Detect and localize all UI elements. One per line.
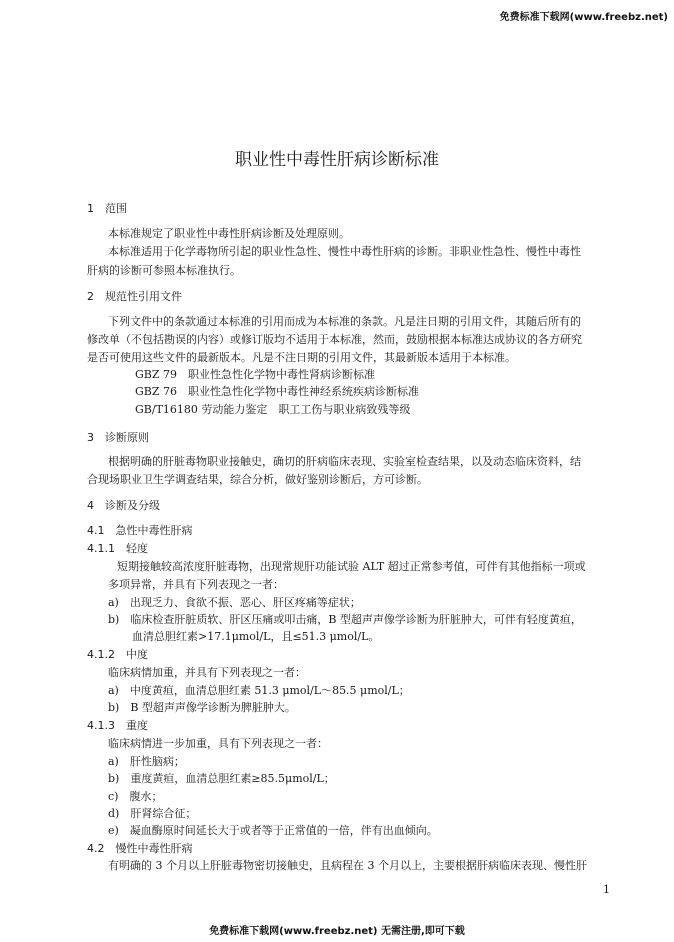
list-item: e) 凝血酶原时间延长大于或者等于正常值的一倍，伴有出血倾向。	[108, 824, 438, 837]
section-heading-references: 2 规范性引用文件	[87, 290, 182, 303]
section-heading-scope: 1 范围	[87, 202, 127, 215]
paragraph-line: 有明确的 3 个月以上肝脏毒物密切接触史，且病程在 3 个月以上，主要根据肝病临床表现、慢性肝	[108, 859, 587, 872]
paragraph-line: 下列文件中的条款通过本标准的引用而成为本标准的条款。凡是注日期的引用文件，其随后所有的	[108, 315, 581, 328]
subsection-heading: 4.1.2 中度	[87, 648, 148, 661]
subsection-heading: 4.2 慢性中毒性肝病	[87, 842, 193, 855]
site-footer: 免费标准下载网(www.freebz.net) 无需注册,即可下载	[209, 926, 465, 937]
list-item: d) 肝肾综合征；	[108, 807, 197, 820]
paragraph-line: 本标准适用于化学毒物所引起的职业性急性、慢性中毒性肝病的诊断。非职业性急性、慢性中毒性	[108, 245, 581, 258]
paragraph-line: 修改单（不包括勘误的内容）或修订版均不适用于本标准，然而，鼓励根据本标准达成协议的各方研究	[87, 333, 582, 346]
list-item: a) 肝性脑病；	[108, 755, 185, 768]
list-item: b) 临床检查肝脏质软、肝区压痛或叩击痛，B 型超声声像学诊断为肝脏肿大，可伴有轻度黄疸，	[108, 613, 582, 626]
paragraph-line: 临床病情加重，并具有下列表现之一者：	[108, 666, 306, 679]
reference-item: GBZ 76 职业性急性化学物中毒性神经系统疾病诊断标准	[135, 385, 420, 398]
list-item: b) B 型超声声像学诊断为脾脏肿大。	[108, 701, 296, 714]
paragraph-line: 是否可使用这些文件的最新版本。凡是不注日期的引用文件，其最新版本适用于本标准。	[87, 351, 516, 364]
paragraph-line: 临床病情进一步加重，具有下列表现之一者：	[108, 737, 328, 750]
list-item: a) 出现乏力、食欲不振、恶心、肝区疼痛等症状；	[108, 596, 361, 609]
paragraph-line: 合现场职业卫生学调查结果，综合分析，做好鉴别诊断后，方可诊断。	[87, 473, 428, 486]
list-item: a) 中度黄疸，血清总胆红素 51.3 μmol/L～85.5 μmol/L；	[108, 684, 410, 697]
list-item: b) 重度黄疸，血清总胆红素≥85.5μmol/L；	[108, 772, 335, 785]
site-header: 免费标准下载网(www.freebz.net)	[499, 12, 668, 23]
page-number: 1	[603, 883, 610, 896]
reference-item: GB/T16180 劳动能力鉴定 职工工伤与职业病致残等级	[135, 403, 411, 416]
paragraph-line: 根据明确的肝脏毒物职业接触史，确切的肝病临床表现、实验室检查结果，以及动态临床资料，结	[108, 455, 581, 468]
section-heading-diagnosis: 4 诊断及分级	[87, 499, 160, 512]
list-item: c) 腹水；	[108, 790, 163, 803]
paragraph-line: 肝病的诊断可参照本标准执行。	[87, 264, 241, 277]
reference-item: GBZ 79 职业性急性化学物中毒性肾病诊断标准	[135, 368, 376, 381]
paragraph-line: 短期接触较高浓度肝脏毒物，出现常规肝功能试验 ALT 超过正常参考值，可伴有其他指标一项或	[117, 560, 586, 573]
paragraph-line: 多项异常，并具有下列表现之一者：	[108, 578, 284, 591]
page-title: 职业性中毒性肝病诊断标准	[235, 150, 439, 170]
subsection-heading: 4.1.1 轻度	[87, 542, 148, 555]
section-heading-principles: 3 诊断原则	[87, 431, 149, 444]
subsection-heading: 4.1 急性中毒性肝病	[87, 524, 193, 537]
paragraph-line: 本标准规定了职业性中毒性肝病诊断及处理原则。	[108, 227, 350, 240]
list-item-continuation: 血清总胆红素>17.1μmol/L，且≤51.3 μmol/L。	[132, 630, 380, 643]
subsection-heading: 4.1.3 重度	[87, 719, 148, 732]
